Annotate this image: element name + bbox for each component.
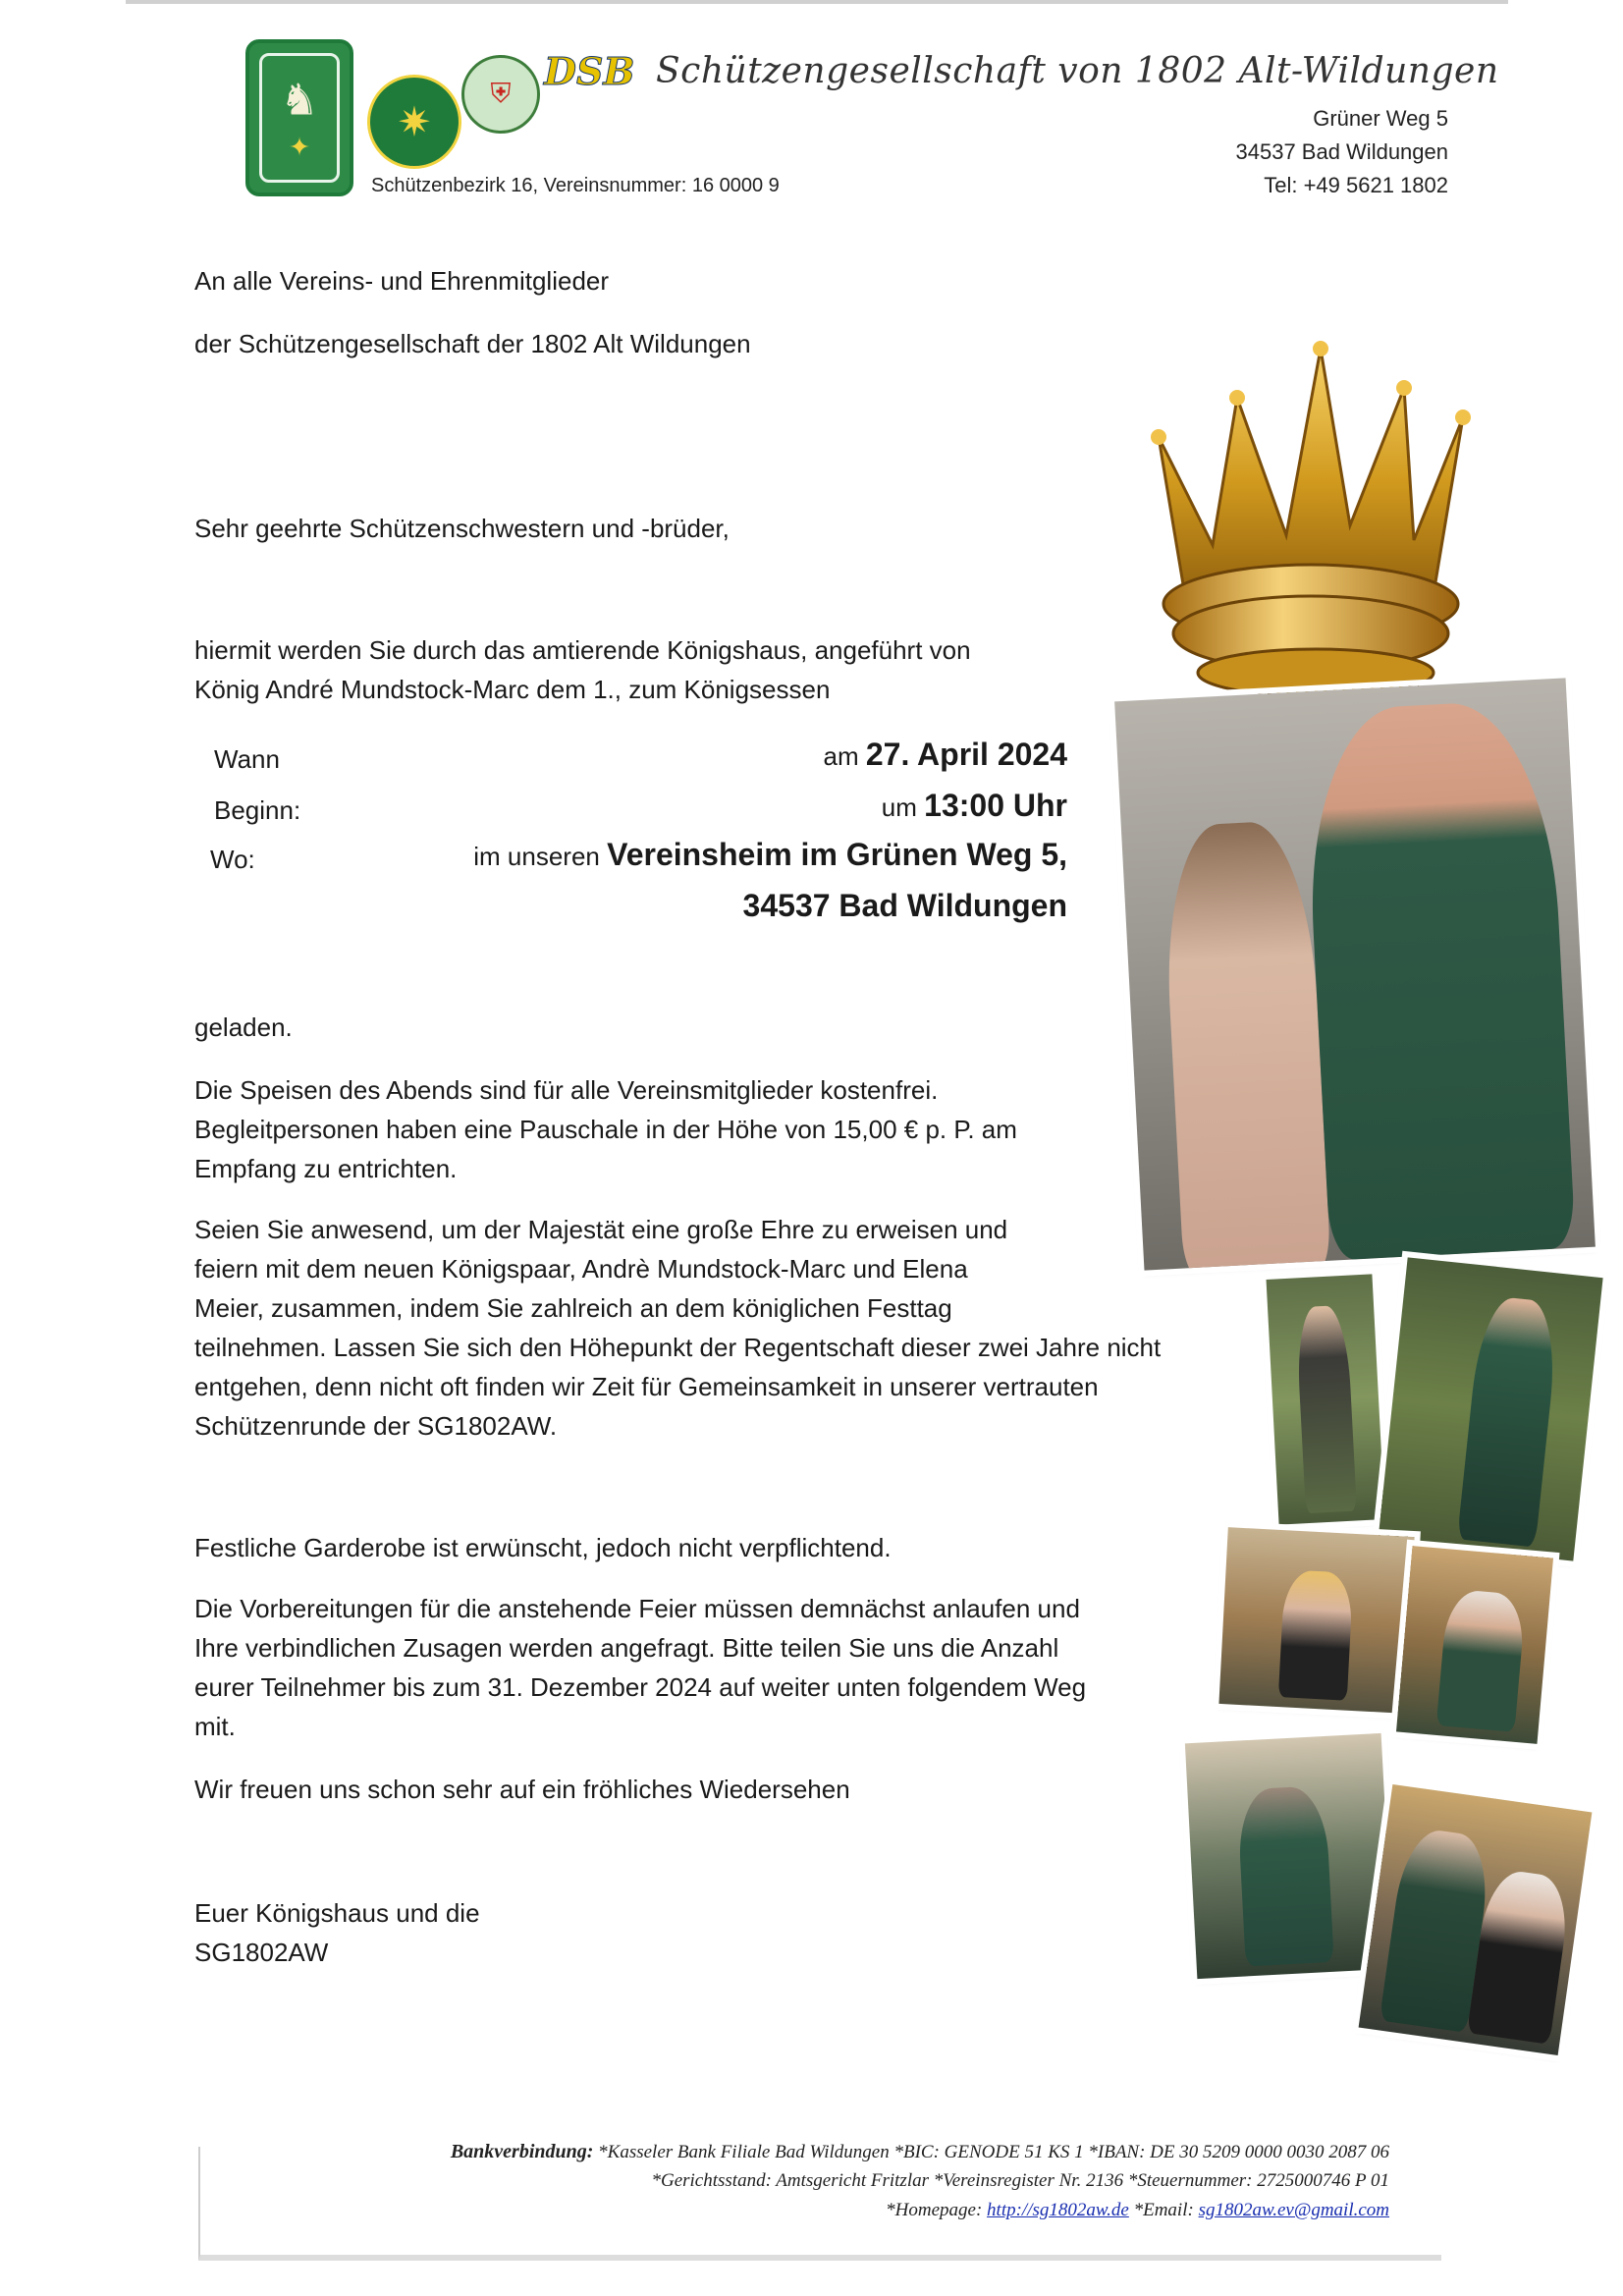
dsb-logo: DSB [544,49,635,93]
prep-line-4: mit. [194,1712,236,1741]
dress-code: Festliche Garderobe ist erwünscht, jedoch nicht verpflichtend. [194,1533,892,1562]
homepage-link[interactable]: http://sg1802aw.de [987,2200,1129,2220]
club-title: Schützengesellschaft von 1802 Alt-Wildungen [656,51,1499,91]
start-label: Beginn: [214,795,301,825]
majesty-line-5: entgehen, denn nicht oft finden wir Zeit für Gemeinsamkeit in unserer vertrauten [194,1372,1099,1401]
boy-photo [1267,1274,1385,1524]
table-photo-2 [1396,1546,1553,1744]
intro-line-2: König André Mundstock-Marc dem 1., zum Königsessen [194,675,831,704]
schuetzenbezirk-logo [367,75,461,169]
where-value: im unseren Vereinsheim im Grünen Weg 5, [473,837,1067,872]
top-border [126,0,1508,4]
majesty-line-2: feiern mit dem neuen Königspaar, Andrè Mundstock-Marc und Elena [194,1254,968,1284]
hessen-logo [461,55,540,134]
crown-image [1119,339,1483,702]
footer-bank-label: Bankverbindung: [450,2141,594,2162]
footer-bank: Bankverbindung: *Kasseler Bank Filiale Bad Wildungen *BIC: GENODE 51 KS 1 *IBAN: DE 30 5209 0000 0030 2087 06 [450,2141,1389,2162]
star-icon: ✦ [289,132,310,162]
district-line: Schützenbezirk 16, Vereinsnummer: 16 0000 9 [371,175,780,196]
prep-line-2: Ihre verbindlichen Zusagen werden angefragt. Bitte teilen Sie uns die Anzahl [194,1633,1059,1663]
where-value-city: 34537 Bad Wildungen [742,888,1067,923]
address-street: Grüner Weg 5 [1313,106,1448,131]
salutation: Sehr geehrte Schützenschwestern und -brüder, [194,514,730,543]
majesty-line-1: Seien Sie anwesend, um der Majestät eine große Ehre zu erweisen und [194,1215,1008,1244]
food-line-2: Begleitpersonen haben eine Pauschale in der Höhe von 15,00 € p. P. am [194,1115,1017,1144]
when-value: am 27. April 2024 [823,737,1067,772]
majesty-line-3: Meier, zusammen, indem Sie zahlreich an dem königlichen Festtag [194,1293,952,1323]
food-line-1: Die Speisen des Abends sind für alle Vereinsmitglieder kostenfrei. [194,1075,939,1105]
email-link[interactable]: sg1802aw.ev@gmail.com [1198,2200,1389,2220]
compass-star-icon: ✷ [397,98,432,145]
intro-line-1: hiermit werden Sie durch das amtierende Königshaus, angeführt von [194,635,971,665]
food-line-3: Empfang zu entrichten. [194,1154,458,1183]
majesty-line-4: teilnehmen. Lassen Sie sich den Höhepunkt der Regentschaft dieser zwei Jahre nicht [194,1333,1162,1362]
elders-photo [1359,1784,1593,2055]
invited-text: geladen. [194,1012,293,1042]
when-label: Wann [214,744,280,774]
where-label: Wo: [210,845,255,874]
majesty-line-6: Schützenrunde der SG1802AW. [194,1411,558,1441]
signature-line-2: SG1802AW [194,1938,329,1967]
royal-couple-photo [1114,678,1596,1270]
eagle-icon: ♞ [280,76,319,125]
recipient-line-1: An alle Vereins- und Ehrenmitglieder [194,266,610,296]
table-photo-1 [1218,1527,1414,1714]
prep-line-3: eurer Teilnehmer bis zum 31. Dezember 2024 auf weiter unten folgendem Weg [194,1672,1087,1702]
footer-court: *Gerichtsstand: Amtsgericht Fritzlar *Vereinsregister Nr. 2136 *Steuernummer: 2725000746 P 01 [651,2170,1389,2191]
shield-icon: ⛨ [490,78,512,109]
recipient-line-2: der Schützengesellschaft der 1802 Alt Wildungen [194,329,751,358]
footer-contact: *Homepage: http://sg1802aw.de *Email: sg1802aw.ev@gmail.com [886,2200,1389,2220]
address-phone: Tel: +49 5621 1802 [1264,173,1448,197]
prep-line-1: Die Vorbereitungen für die anstehende Feier müssen demnächst anlaufen und [194,1594,1080,1623]
signature-line-1: Euer Königshaus und die [194,1898,480,1928]
address-city: 34537 Bad Wildungen [1235,139,1448,164]
king-outdoor-photo [1378,1257,1602,1560]
shooting-photo [1185,1733,1393,1979]
closing-line: Wir freuen uns schon sehr auf ein fröhliches Wiedersehen [194,1775,850,1804]
start-value: um 13:00 Uhr [881,788,1067,823]
gesellschaft-logo [245,39,353,196]
